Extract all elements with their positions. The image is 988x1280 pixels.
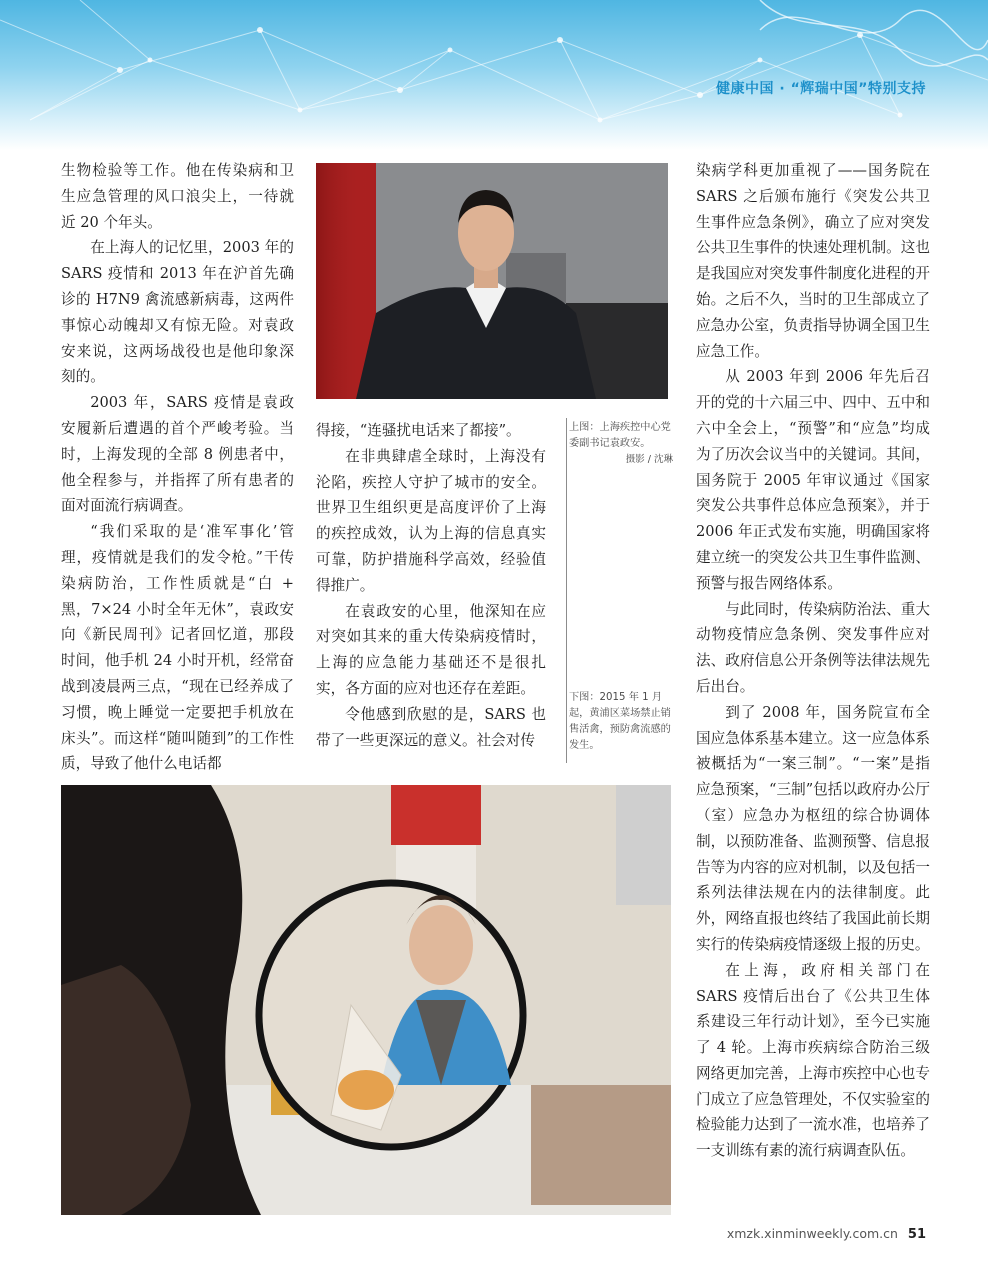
paragraph: 与此同时，传染病防治法、重大动物疫情应急条例、突发事件应对法、政府信息公开条例等法律法规先后出台。	[696, 600, 930, 695]
paragraph: 在非典肆虐全球时，上海没有沦陷，疾控人守护了城市的安全。世界卫生组织更是高度评价了上海的疾控成效，认为上海的信息真实可靠，防护措施科学高效，经验值得推广。	[316, 447, 546, 594]
paragraph: 生物检验等工作。他在传染病和卫生应急管理的风口浪尖上，一待就近 20 个年头。	[61, 162, 294, 231]
article-column-3	[696, 158, 930, 1164]
paragraph: 在上海，政府相关部门在 SARS 疫情后出台了《公共卫生体系建设三年行动计划》，至今已实施了 4 轮。上海市疾病综合防治三级网络更加完善，上海市疾控中心也专门成立了应急管理处，不仅实验室的检验能力达到了一流水准，也培养了一支训练有素的流行病调查队伍。	[696, 961, 930, 1160]
network-pattern-graphic	[0, 0, 988, 150]
paragraph: 2003 年，SARS 疫情是袁政安履新后遭遇的首个严峻考验。当时，上海发现的全部 8 例患者中，他全程参与，并指挥了所有患者的面对面流行病调查。	[61, 394, 294, 515]
paragraph: 从 2003 年到 2006 年先后召开的党的十六届三中、四中、五中和六中全会上，“预警”和“应急”均成为了历次会议当中的关键词。其间，国务院于 2005 年审议通过《国家突发公共事件总体应急预案》，并于 2006 年正式发布实施，明确国家将建立统一的突发公共卫生事件监测、预警与报告网络体系。	[696, 368, 930, 592]
paragraph: 染病学科更加重视了——国务院在 SARS 之后颁布施行《突发公共卫生事件应急条例》，确立了应对突发公共卫生事件的快速处理机制。这也是我国应对突发事件制度化进程的开始。之后不久，当时的卫生部成立了应急办公室，负责指导协调全国卫生应急工作。	[696, 162, 930, 360]
caption-text: 上图：上海疾控中心党委副书记袁政安。	[569, 422, 671, 449]
paragraph: 令他感到欣慰的是，SARS 也带了一些更深远的意义。社会对传	[316, 705, 546, 749]
footer-url: xmzk.xinminweekly.com.cn	[726, 1226, 898, 1241]
article-column-2	[316, 418, 546, 753]
page-number: 51	[907, 1227, 926, 1242]
portrait-photo	[316, 163, 668, 399]
paragraph: 在上海人的记忆里，2003 年的 SARS 疫情和 2013 年在沪首先确诊的 H7N9 禽流感新病毒，这两件事惊心动魄却又有惊无险。对袁政安来说，这两场战役也是他印象深刻的。	[61, 239, 294, 386]
photo-credit: 摄影 / 沈琳	[625, 454, 673, 465]
section-tag: 健康中国 · “辉瑞中国”特别支持	[716, 81, 926, 97]
paragraph: 到了 2008 年，国务院宣布全国应急体系基本建立。这一应急体系被概括为“一案三制”。“一案”是指应急预案，“三制”包括以政府办公厅（室）应急办为枢纽的综合协调体制，以预防准备、监测预警、信息报告等为内容的应对机制，以及包括一系列法律法规在内的法律制度。此外，网络直报也终结了我国此前长期实行的传染病疫情逐级上报的历史。	[696, 703, 930, 953]
market-photo	[61, 785, 671, 1215]
article-column-1	[61, 158, 294, 777]
caption-divider	[566, 418, 567, 763]
caption-top	[569, 420, 673, 468]
page-footer	[727, 1226, 926, 1242]
paragraph: 得接，“连骚扰电话来了都接”。	[316, 422, 521, 439]
caption-bottom: 下图：2015 年 1 月起，黄浦区菜场禁止销售活禽，预防禽流感的发生。	[569, 692, 671, 751]
header-banner	[0, 0, 988, 150]
paragraph: “我们采取的是‘准军事化’管理，疫情就是我们的发令枪。”干传染病防治，工作性质就是“白 + 黑，7×24 小时全年无休”，袁政安向《新民周刊》记者回忆道，那段时间，他手机 24 小时开机，经常奋战到凌晨两三点，“现在已经养成了习惯，晚上睡觉一定要把手机放在床头”。而这样“随叫随到”的工作性质，导致了他什么电话都	[61, 523, 294, 773]
paragraph: 在袁政安的心里，他深知在应对突如其来的重大传染病疫情时，上海的应急能力基础还不是很扎实，各方面的应对也还存在差距。	[316, 602, 546, 697]
